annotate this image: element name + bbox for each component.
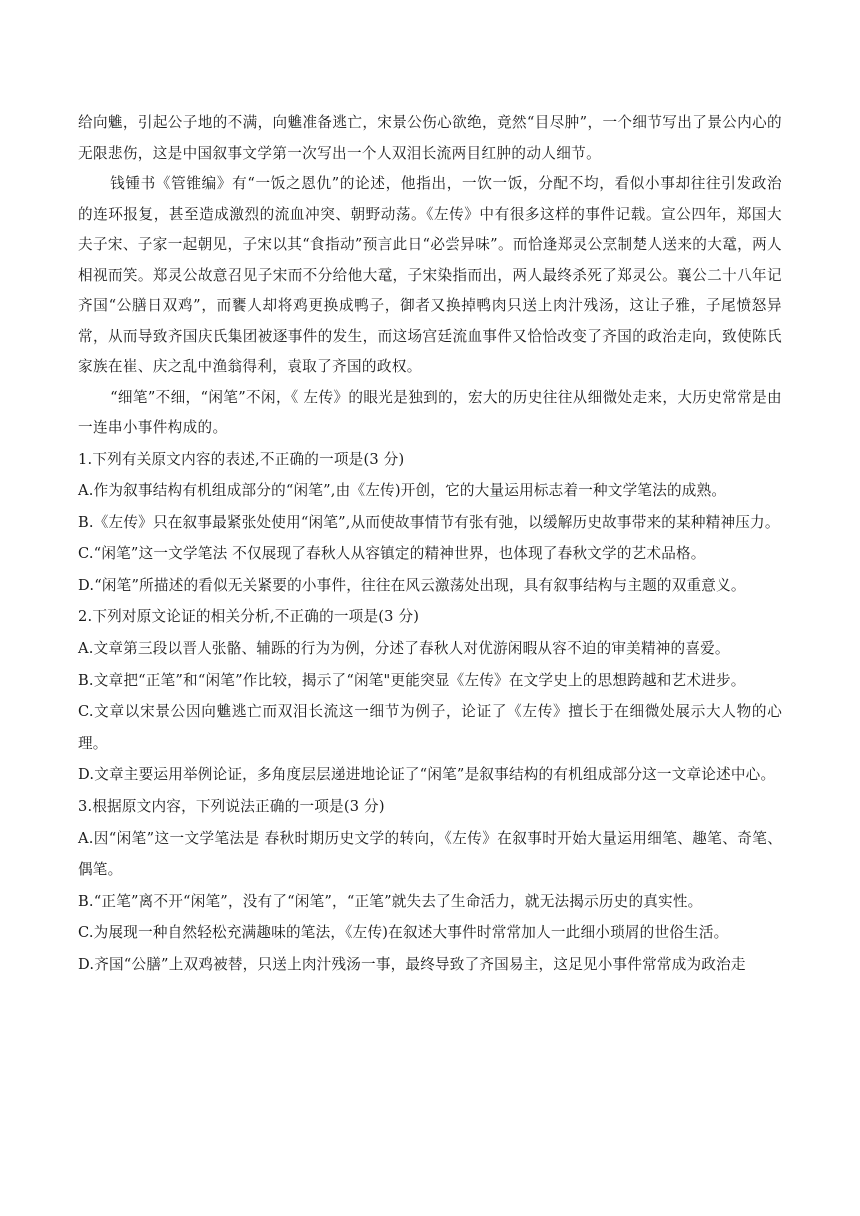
question-2-stem: 2.下列对原文论证的相关分析,不正确的一项是(3 分) bbox=[78, 608, 420, 626]
question-3-option-a: A.因“闲笔”这一文学笔法是 春秋时期历史文学的转向，《左传》在叙事时开始大量运用细笔、趣笔、奇笔、偶笔。 bbox=[78, 829, 782, 879]
question-1-stem: 1.下列有关原文内容的表述,不正确的一项是(3 分) bbox=[78, 450, 405, 468]
passage-paragraph-1: 给向魋，引起公子地的不满，向魋准备逃亡，宋景公伤心欲绝，竟然“目尽肿”，一个细节写出了景公内心的无限悲伤，这是中国叙事文学第一次写出一个人双泪长流两目红肿的动人细节。 bbox=[78, 114, 782, 162]
passage-paragraph-3: “细笔”不细，“闲笔”不闲，《 左传》的眼光是独到的，宏大的历史往往从细微处走来，大历史常常是由一连串小事件构成的。 bbox=[78, 388, 782, 436]
question-1-option-a: A.作为叙事结构有机组成部分的“闲笔”,由《左传)开创，它的大量运用标志着一种文学笔法的成熟。 bbox=[78, 482, 727, 500]
question-2-option-b: B.文章把“正笔”和“闲笔”作比较，揭示了“闲笔"更能突显《左传》在文学史上的思想跨越和艺术进步。 bbox=[78, 671, 746, 689]
question-3-option-d: D.齐国“公膳”上双鸡被替，只送上肉汁残汤一事，最终导致了齐国易主，这足见小事件常常成为政治走 bbox=[78, 956, 746, 973]
question-2-option-a: A.文章第三段以晋人张骼、辅跞的行为为例，分述了春秋人对优游闲暇从容不迫的审美精神的喜爱。 bbox=[78, 640, 730, 658]
question-3-option-c: C.为展现一种自然轻松充满趣味的笔法，《左传)在叙述大事件时常常加人一此细小琐屑的世俗生活。 bbox=[78, 924, 729, 942]
question-1-option-c: C.“闲笔”这一文学笔法 不仅展现了春秋人从容镇定的精神世界，也体现了春秋文学的艺术品格。 bbox=[78, 545, 706, 563]
passage-paragraph-2: 钱锺书《管锥编》有“一饭之恩仇”的论述，他指出，一饮一饭，分配不均，看似小事却往往引发政治的连环报复，甚至造成激烈的流血冲突、朝野动荡。《左传》中有很多这样的事件记载。宣公四年，郑国大夫子宋、子家一起朝见，子宋以其“食指动”预言此日“必尝异味”。而恰逢郑灵公烹制楚人送来的大鼋，两人相视而笑。郑灵公故意召见子宋而不分给他大鼋，子宋染指而出，两人最终杀死了郑灵公。襄公二十八年记齐国“公膳日双鸡”，而饔人却将鸡更换成鸭子，御者又换掉鸭肉只送上肉汁残汤，这让子雅，子尾愤怒异常，从而导致齐国庆氏集团被逐事件的发生，而这场宫廷流血事件又恰恰改变了齐国的政治走向，致使陈氏家族在崔、庆之乱中渔翁得利，袁取了齐国的政权。 bbox=[78, 175, 782, 375]
question-1-option-d: D.“闲笔”所描述的看似无关紧要的小事件，往往在风云激荡处出现，具有叙事结构与主题的双重意义。 bbox=[78, 576, 746, 594]
question-3-stem: 3.根据原文内容，下列说法正确的一项是(3 分) bbox=[78, 798, 385, 816]
question-3-option-b: B.“正笔”离不开“闲笔”，没有了“闲笔”，“正笔”就失去了生命活力，就无法揭示历史的真实性。 bbox=[78, 892, 703, 910]
question-1-option-b: B.《左传》只在叙事最紧张处使用“闲笔”,从而使故事情节有张有弛，以缓解历史故事带来的某种精神压力。 bbox=[78, 513, 780, 531]
question-2-option-d: D.文章主要运用举例论证，多角度层层递进地论证了“闲笔”是叙事结构的有机组成部分这一文章论述中心。 bbox=[78, 766, 776, 784]
question-2-option-c: C.文章以宋景公因向魋逃亡而双泪长流这一细节为例子，论证了《左传》擅长于在细微处展示大人物的心理。 bbox=[78, 703, 782, 752]
